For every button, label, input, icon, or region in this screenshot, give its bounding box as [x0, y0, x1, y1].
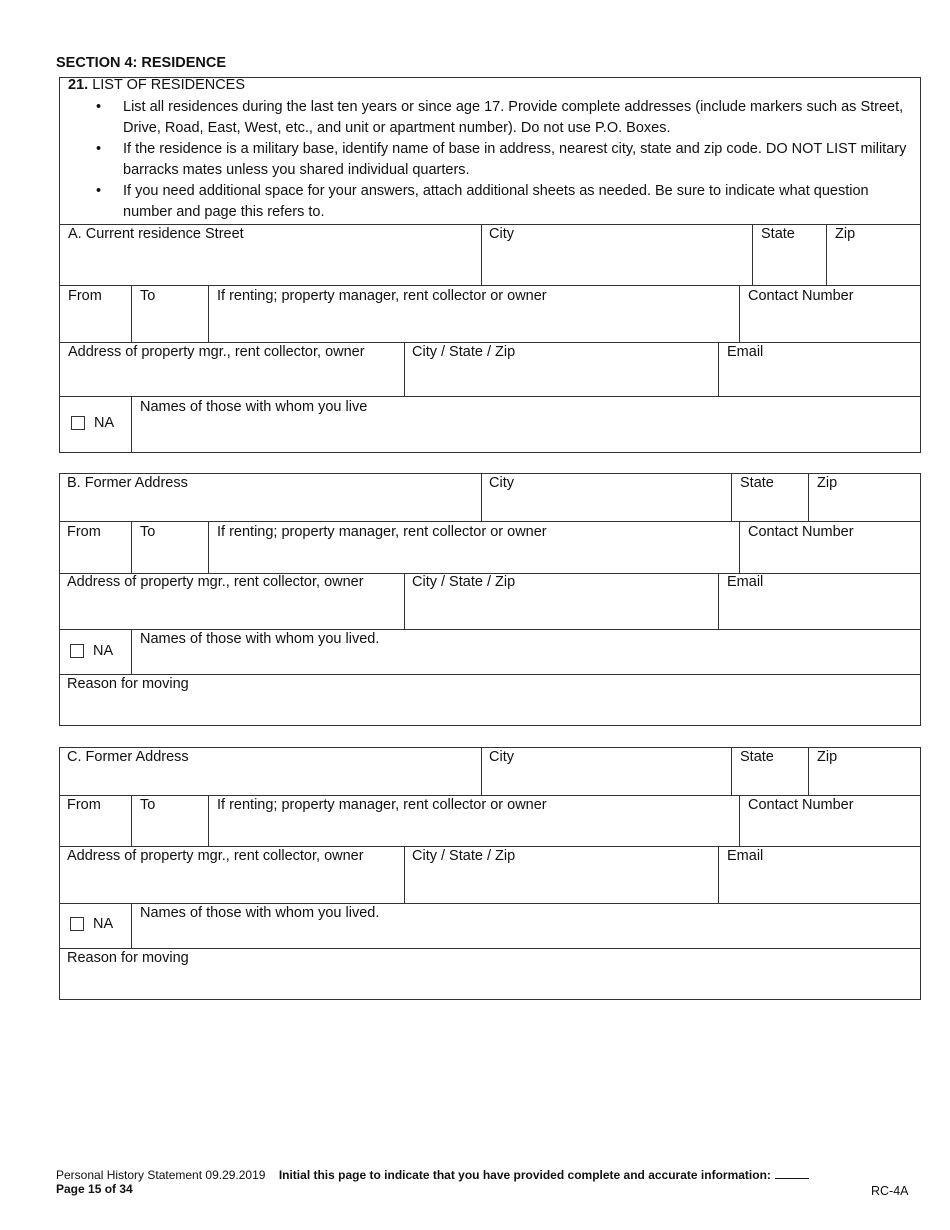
- a-city-state-zip-field[interactable]: City / State / Zip: [412, 344, 516, 360]
- b-state-field[interactable]: State: [740, 475, 774, 491]
- c-na-label: NA: [93, 916, 114, 932]
- footer-doc: Personal History Statement 09.29.2019: [56, 1168, 266, 1182]
- a-to-field[interactable]: To: [140, 288, 156, 304]
- c-from-field[interactable]: From: [67, 797, 101, 813]
- a-street-field[interactable]: A. Current residence Street: [68, 226, 244, 242]
- b-reason-field[interactable]: Reason for moving: [67, 676, 189, 692]
- question-number: 21.: [68, 77, 89, 93]
- b-zip-field[interactable]: Zip: [817, 475, 838, 491]
- initial-blank[interactable]: [775, 1168, 809, 1179]
- footer-form-code: RC-4A: [871, 1184, 909, 1198]
- c-mgr-address-field[interactable]: Address of property mgr., rent collector, owner: [67, 848, 364, 864]
- footer-page: Page 15 of 34: [56, 1182, 133, 1196]
- b-city-state-zip-field[interactable]: City / State / Zip: [412, 574, 516, 590]
- c-reason-field[interactable]: Reason for moving: [67, 950, 189, 966]
- c-renting-field[interactable]: If renting; property manager, rent collector or owner: [217, 797, 547, 813]
- bullet-glyph: •: [96, 99, 102, 115]
- a-mgr-address-field[interactable]: Address of property mgr., rent collector, owner: [68, 344, 365, 360]
- b-names-field[interactable]: Names of those with whom you lived.: [140, 631, 380, 647]
- b-contact-field[interactable]: Contact Number: [748, 524, 854, 540]
- c-state-field[interactable]: State: [740, 749, 774, 765]
- c-city-state-zip-field[interactable]: City / State / Zip: [412, 848, 516, 864]
- c-email-field[interactable]: Email: [727, 848, 764, 864]
- b-na-checkbox[interactable]: [70, 644, 84, 658]
- footer-line: [56, 1168, 809, 1182]
- a-state-field[interactable]: State: [761, 226, 795, 242]
- a-zip-field[interactable]: Zip: [835, 226, 856, 242]
- c-names-field[interactable]: Names of those with whom you lived.: [140, 905, 380, 921]
- c-na-checkbox[interactable]: [70, 917, 84, 931]
- b-na-label: NA: [93, 643, 114, 659]
- b-from-field[interactable]: From: [67, 524, 101, 540]
- a-city-field[interactable]: City: [489, 226, 514, 242]
- section-title: SECTION 4: RESIDENCE: [56, 55, 226, 71]
- bullet-glyph: •: [96, 183, 102, 199]
- a-renting-field[interactable]: If renting; property manager, rent collector or owner: [217, 288, 547, 304]
- b-mgr-address-field[interactable]: Address of property mgr., rent collector, owner: [67, 574, 364, 590]
- question-heading: [68, 77, 245, 93]
- a-na-label: NA: [94, 415, 115, 431]
- c-city-field[interactable]: City: [489, 749, 514, 765]
- c-address-field[interactable]: C. Former Address: [67, 749, 189, 765]
- a-email-field[interactable]: Email: [727, 344, 764, 360]
- c-zip-field[interactable]: Zip: [817, 749, 838, 765]
- instruction-1: List all residences during the last ten years or since age 17. Provide complete addresses (include markers such as Street, Drive, Road, East, West, etc., and unit or apartment number). Do not use P.O. Boxes.: [123, 99, 904, 136]
- a-names-field[interactable]: Names of those with whom you live: [140, 399, 368, 415]
- a-from-field[interactable]: From: [68, 288, 102, 304]
- question-title: LIST OF RESIDENCES: [92, 77, 246, 93]
- b-city-field[interactable]: City: [489, 475, 514, 491]
- b-renting-field[interactable]: If renting; property manager, rent collector or owner: [217, 524, 547, 540]
- a-contact-field[interactable]: Contact Number: [748, 288, 854, 304]
- b-to-field[interactable]: To: [140, 524, 156, 540]
- b-email-field[interactable]: Email: [727, 574, 764, 590]
- bullet-glyph: •: [96, 141, 102, 157]
- instruction-3: If you need additional space for your answers, attach additional sheets as needed. Be sure to indicate what question number and page this refers to.: [123, 183, 869, 220]
- instruction-2: If the residence is a military base, identify name of base in address, nearest city, state and zip code. DO NOT LIST military barracks mates unless you shared individual quarters.: [123, 141, 907, 178]
- b-address-field[interactable]: B. Former Address: [67, 475, 188, 491]
- footer-initial-text: Initial this page to indicate that you have provided complete and accurate information:: [278, 1168, 771, 1182]
- c-to-field[interactable]: To: [140, 797, 156, 813]
- a-na-checkbox[interactable]: [71, 416, 85, 430]
- c-contact-field[interactable]: Contact Number: [748, 797, 854, 813]
